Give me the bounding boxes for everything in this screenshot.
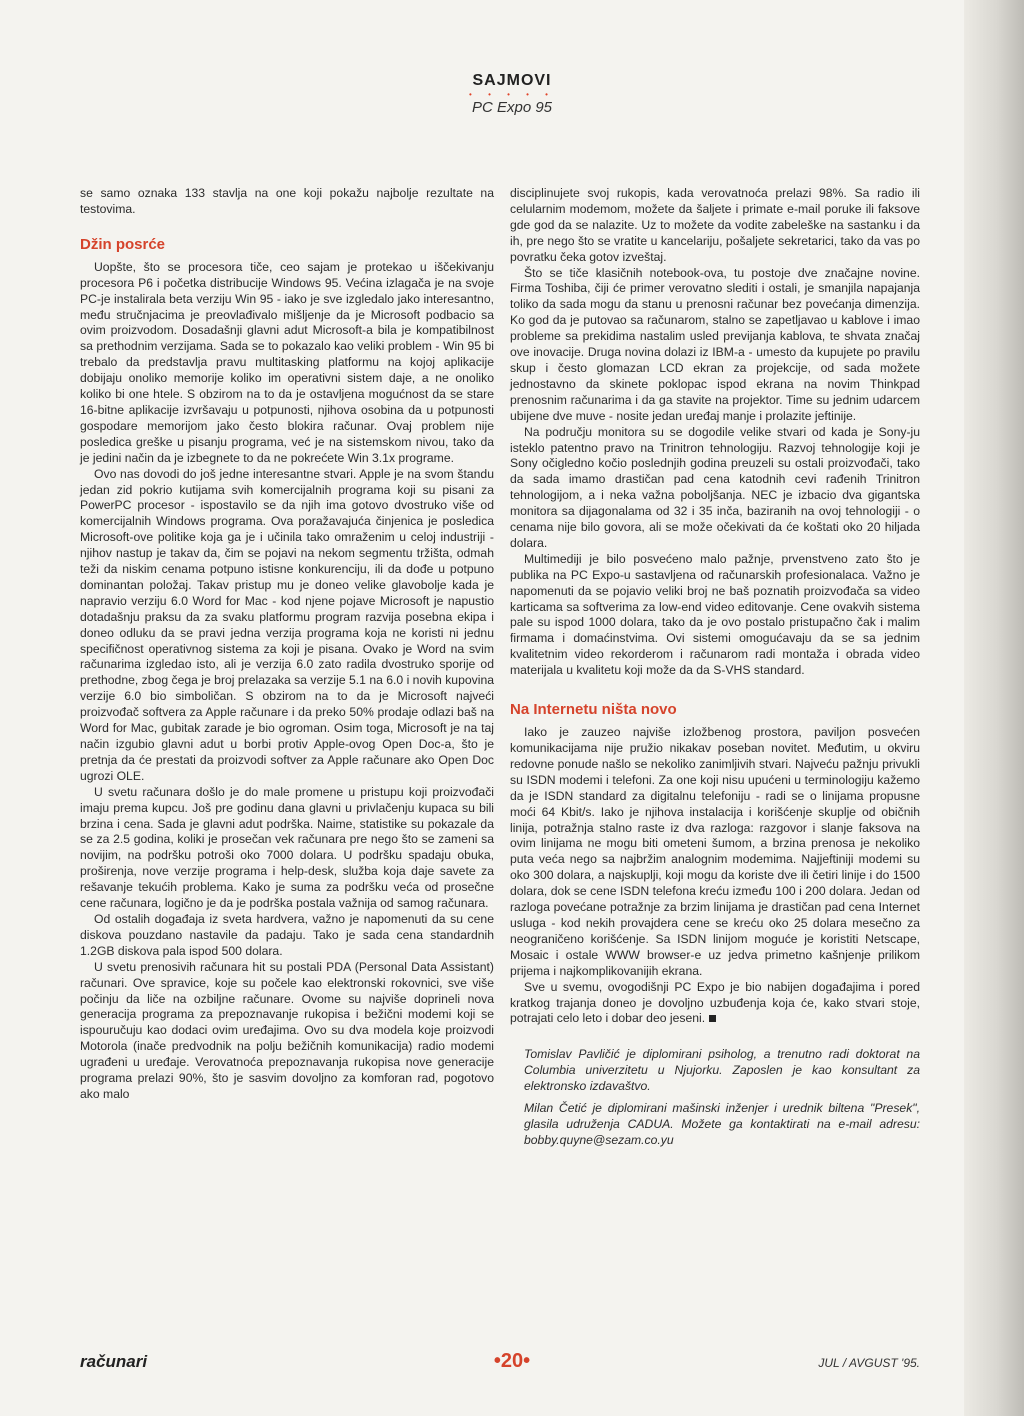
author-bio: Milan Četić je diplomirani mašinski inženjer i urednik biltena "Presek", glasila udruženja CADUA. Možete ga kontaktirati na e-mail adresu: bobby.quyne@sezam.co.yu (524, 1101, 920, 1147)
end-mark-icon (709, 1015, 716, 1022)
paragraph: Od ostalih događaja iz sveta hardvera, važno je napomenuti da su cene diskova pouzdano nastavile da padaju. Tako je sada cena standardnih 1.2GB diskova pala ispod 500 dolara. (80, 911, 494, 958)
page-number: •20• (493, 1350, 531, 1372)
paragraph: Ovo nas dovodi do još jedne interesantne stvari. Apple je na svom štandu jedan zid pokrio kutijama svih komercijalnih programa koji su pisani za PowerPC procesor - ispostavilo se da njih ima gotovo dvostruko više od komercijalnih Windows programa. Ova poražavajuća činjenica je posledica Microsoft-ove politike koja ga je i učinila tako omraženim u celoj industriji - njihov nastup je takav da, čim se pojavi na nekom segmentu tržišta, odmah teži da niskim cenama potpuno istisne konkurenciju, ili da dođe u potpuno dominantan položaj. Takav pristup mu je doneo velike glavobolje kada je napravio verziju 6.0 Word for Mac - kod njene pojave Microsoft je napustio dotadašnju praksu da za svaku platformu program razvija posebna ekipa i doneo odluku da se pravi jedna verzija programa koja ne koristi ni jednu specifičnost operativnog sistema za koji je pisana. Ovako je Word na svim računarima izgledao isto, ali je verzija 6.0 zato radila dvostruko sporije od prethodne, zbog čega je broj prelazaka sa verzije 5.1 na 6.0 i novih kupovina verzije 6.0 bio simboličan. S obzirom na to da je Microsoft najveći proizvođač softvera za Apple računare i da preko 50% prodaje odlazi baš na Word for Mac, gubitak zarade je bio ogroman. Osim toga, Microsoft je na taj način izgubio glavni adut u borbi protiv Apple-ovog Open Doc-a, što je pretnja da će prestati da proizvodi softver za Apple računare ako Open Doc ugrozi OLE. (80, 466, 494, 783)
paragraph: Iako je zauzeo najviše izložbenog prostora, paviljon posvećen komunikacijama nije pružio nikakav poseban novitet. Međutim, u okviru redovne ponude našlo se nekoliko zanimljivih stvari. Najveću pažnju privukli su ISDN modemi i telefoni. Za one koji nisu upućeni u terminologiju kažemo da je ISDN standard za digitalnu telefoniju - radi se o linijama propusne moći 64 Kbit/s. Iako je njihova instalacija i korišćenje skuplje od običnih linija, potražnja stalno raste iz dva razloga: razgovor i slanje faksova na ovim linijama ne mogu biti ometeni šumom, a brzina prenosa je nekoliko puta veća nego sa najbržim analognim modemima. Najjeftiniji modemi su oko 300 dolara, a najskuplji, koji mogu da koriste dve ili četiri linije i do 1500 dolara, dok se cene ISDN telefona kreću između 100 i 200 dolara. Jedan od razloga povećane potražnje za brzim linijama je drastičan pad cena Internet usluga - kod nekih provajdera cene se kreću oko 25 dolara mesečno za neograničeno korišćenje. Sa ISDN linijom moguće je koristiti Netscape, Mosaic i ostale WWW browser-e uz jedva primetno kašnjenje prilikom prijema i najkomplikovanijih ekrana. (510, 725, 920, 978)
page-footer (0, 1352, 1024, 1382)
paragraph: U svetu računara došlo je do male promene u pristupu koji proizvođači imaju prema kupcu. Još pre godinu dana glavni u privlačenju kupaca su bili brzina i cena. Sada je glavni adut podrška. Naime, statistike su pokazale da se za 2.5 godina, koliki je prosečan vek računara pre nego što se zameni sa novijim, na podršku potroši oko 7000 dolara. U podršku spadaju obuka, proširenja, nove verzije programa i help-desk, služba koja daje savete za rešavanje tekućih problema. Kako je suma za podršku veća od prosečne cene računara, logično je da je podrška postala važnija od samog računara. (80, 784, 494, 911)
section-title: SAJMOVI (472, 72, 552, 89)
subheading-dzin-posrce: Džin posrće (80, 235, 166, 253)
paragraph: se samo oznaka 133 stavlja na one koji pokažu najbolje rezultate na testovima. (80, 186, 494, 216)
event-subtitle: PC Expo 95 (471, 99, 553, 116)
paragraph: Što se tiče klasičnih notebook-ova, tu postoje dve značajne novine. Firma Toshiba, čiji će primer verovatno slediti i ostali, je smanjila napajanja toliko da sada mogu da stanu u prenosni računar bez povećanja dimenzija. Ko god da je putovao sa računarom, stalno se zapetljavao u kablove i imao probleme sa prekidima nastalim usled previjanja kablova, te shvata značaj ove inovacije. Druga novina dolazi iz IBM-a - umesto da kupujete po pravilu skup i često glomazan LCD ekran za projekcije, od sada možete jednostavno da skinete poklopac ispod ekrana na novim Thinkpad prenosnim računarima i da ga stavite na projektor. Time su jednim udarcem ubijene dve muve - nosite jedan uređaj manje i prolazite jeftinije. (510, 265, 920, 423)
closing-paragraph (510, 980, 920, 1028)
subheading-internet: Na Internetu ništa novo (510, 701, 677, 719)
right-column (510, 186, 920, 1149)
author-bio: Tomislav Pavličić je diplomirani psiholog, a trenutno radi doktorat na Columbia univerzitetu u Njujorku. Zaposlen je kao konsultant za elektronsko izdavaštvo. (524, 1047, 920, 1094)
issue-date: JUL / AVGUST '95. (818, 1356, 920, 1370)
paragraph: Uopšte, što se procesora tiče, ceo sajam je protekao u iščekivanju procesora P6 i početka distribucije Windows 95. Većina izlagača je na svoje PC-je instalirala beta verziju Win 95 - iako je sve izgledalo jako interesantno, među stručnjacima je preovlađivalo mišljenje da je Microsoft podbacio sa ovim proizvodom. Dosadašnji glavni adut Microsoft-a bila je kompatibilnost sa prethodnim verzijama. Sada se to pokazalo kao veliki problem - Win 95 bi trebalo da predstavlja pravu multitasking platformu na kojoj aplikacije dobijaju onoliko memorije koliko im operativni sistem daje, a ne onoliko koliko bi one htele. S obzirom na to da je ostavljena mogućnost da se stare 16-bitne aplikacije izvršavaju u potpunosti, njihova osobina da u potpunosti gospodare memorijom jako često blokira računar. Ovaj problem nije posledica greške u pisanju programa, već je na sistemskom nivou, tako da je jedini način da je izbegnete to da ne pokrećete Win 3.1x programe. (80, 259, 494, 465)
magazine-logo: računari (80, 1352, 148, 1371)
paragraph-text: Sve u svemu, ovogodišnji PC Expo je bio nabijen događajima i pored kratkog trajanja doneo je dovoljno uzbuđenja koja će, kako stvari stoje, potrajati celo leto i dobar deo jeseni. (510, 979, 920, 1026)
page-header (0, 72, 1024, 116)
paragraph: U svetu prenosivih računara hit su postali PDA (Personal Data Assistant) računari. Ove spravice, koje su počele kao elektronski rokovnici, sve više počinju da liče na ozbiljne računare. Ovome su najviše doprineli nova generacija programa za prepoznavanje rukopisa i bežični modemi koji se ispouručuju kao dodaci ovim uređajima. Ovo su dva modela koje proizvodi Motorola (inače predvodnik na polju bežičnih komunikacija) radio modemi ugrađeni u uređaje. Verovatnoća prepoznavanja rukopisa nove generacije programa prelazi 90%, što je sasvim dovoljno za komforan rad, pogotovo ako malo (80, 959, 494, 1101)
paragraph: disciplinujete svoj rukopis, kada verovatnoća prelazi 98%. Sa radio ili celularnim modemom, možete da šaljete i primate e-mail poruke ili faksove gde god da se nalazite. Uz to možete da vodite zabeleške na sastanku i da ih, pre nego što se vratite u kancelariju, pošaljete sekretarici, tako da vas po povratku čeka gotov izveštaj. (510, 186, 920, 264)
paragraph: Na području monitora su se dogodile velike stvari od kada je Sony-ju isteklo patentno pravo na Trinitron tehnologiju. Razvoj tehnologije koji je Sony očigledno kočio poslednjih godina preuzeli su ostali proizvođači, tako da sada imamo drastičan pad cena katodnih cevi rađenih Trinitron tehnologijom, a i neka važna poboljšanja. NEC je izbacio dva gigantska monitora sa dijagonalama od 32 i 35 inča, baziranih na ovoj tehnologiji - o cenama nije bilo govora, ali se može očekivati da će koštati oko 20 hiljada dolara. (510, 424, 920, 550)
paragraph: Multimediji je bilo posvećeno malo pažnje, prvenstveno zato što je publika na PC Expo-u sastavljena od računarskih profesionalaca. Važno je napomenuti da se pojavio veliki broj ne baš poznatih proizvođača sa video karticama sa softverima za low-end video editovanje. Cene ovakvih sistema pale su ispod 1000 dolara, tako da je ovo postalo pristupačno čak i malim firmama i domaćinstvima. Ovi sistemi omogućavaju da se sa jednim kvalitetnim video rekorderom i računarom radi montaža i obrada video materijala u kvalitetu koji može da da S-VHS standard. (510, 551, 920, 678)
left-column (80, 186, 494, 1103)
author-bios (510, 1047, 920, 1148)
header-dots: • • • • • (469, 90, 555, 99)
page-spine-shadow (964, 0, 1024, 1416)
